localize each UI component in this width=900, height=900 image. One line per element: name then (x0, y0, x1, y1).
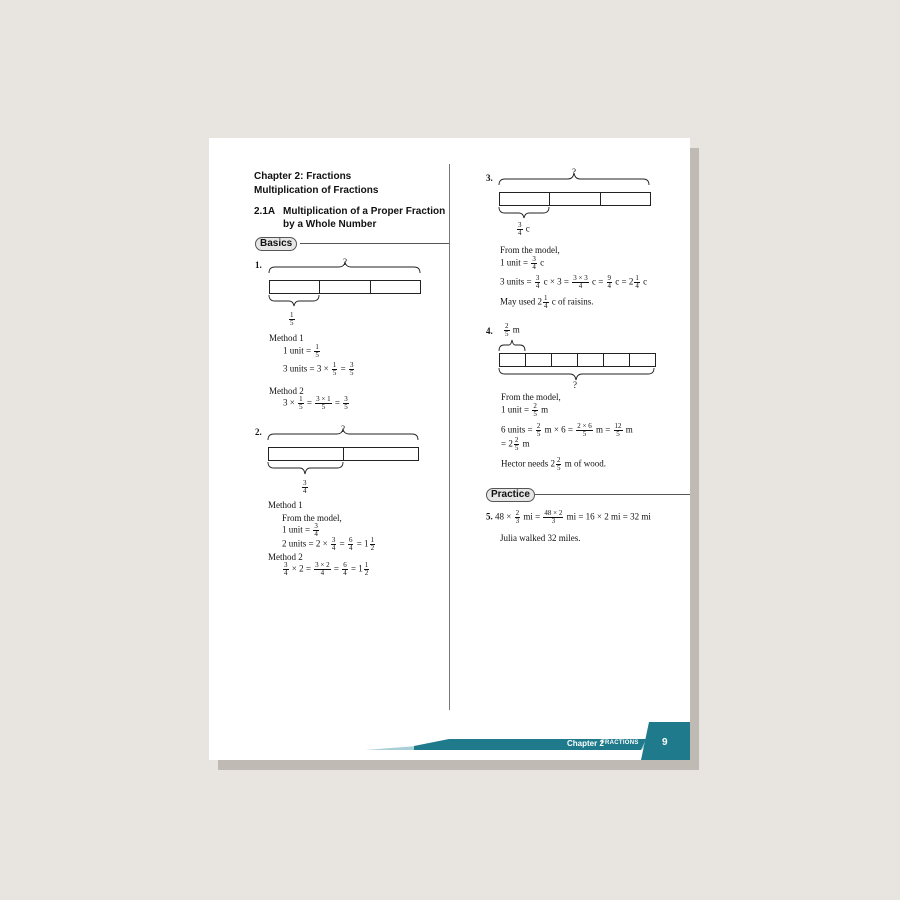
chapter-title: Chapter 2: Fractions (254, 171, 352, 182)
equation-line: = 2 $\frac{2}{5}$ m (501, 436, 530, 452)
problem-number: 2. (255, 427, 262, 437)
section-number: 2.1A (254, 206, 276, 217)
answer-line: Julia walked 32 miles. (500, 533, 581, 543)
method-1-label: Method 1 (268, 500, 303, 510)
unit-fraction: $\frac{2}{5}$ m (505, 322, 520, 338)
page-number: 9 (662, 737, 668, 748)
question-mark: ? (343, 257, 347, 267)
equation-line: 1 unit = $\frac{3}{4}$ (282, 522, 318, 538)
equation-line: 1 unit = $\frac{3}{4}$ c (500, 255, 545, 271)
section-title-line2: by a Whole Number (283, 219, 377, 230)
equation-line: 3 units = $\frac{3}{4}$ c × 3 = $\frac{3 \times 3}{4}$ c = $\frac{9}{4}$ c = 2 $\frac{1}{4}$ c (500, 274, 648, 290)
from-model-text: From the model, (500, 245, 560, 255)
equation-line: $\frac{3}{4}$ × 2 = $\frac{3 \times 2}{4}$ = $\frac{6}{4}$ = 1 $\frac{1}{2}$ (284, 561, 369, 577)
equation-line: 6 units = $\frac{2}{5}$ m × 6 = $\frac{2 \times 6}{5}$ m = $\frac{12}{5}$ m (501, 422, 633, 438)
problem-number: 1. (255, 260, 262, 270)
question-mark: ? (573, 380, 577, 390)
equation-line: 2 units = 2 × $\frac{3}{4}$ = $\frac{6}{4}$ = 1 $\frac{1}{2}$ (282, 536, 375, 552)
method-2-label: Method 2 (268, 552, 303, 562)
method-1-label: Method 1 (269, 333, 304, 343)
problem-number: 5. (486, 511, 493, 522)
answer-line: May used 2 $\frac{1}{4}$ c of raisins. (500, 294, 594, 310)
equation-line: 3 units = 3 × $\frac{1}{5}$ = $\frac{3}{5}$ (283, 361, 354, 377)
answer-line: Hector needs 2 $\frac{2}{5}$ m of wood. (501, 456, 606, 472)
unit-fraction: $\frac{1}{5}$ (290, 310, 294, 327)
equation-line: 3 × $\frac{1}{5}$ = $\frac{3 \times 1}{5}$ = $\frac{3}{5}$ (283, 395, 348, 411)
unit-fraction: $\frac{3}{4}$ (303, 478, 307, 495)
footer-chapter-name: FRACTIONS (601, 740, 639, 746)
problem-number: 3. (486, 173, 493, 183)
from-model-text: From the model, (501, 392, 561, 402)
footer-chapter-label: Chapter 2 (567, 739, 604, 748)
equation-line: 1 unit = $\frac{1}{5}$ (283, 343, 319, 359)
unit-fraction: $\frac{3}{4}$ c (518, 221, 530, 237)
equation-line: 5. 48 × $\frac{2}{3}$ mi = $\frac{48 \times 2}{3}$ mi = 16 × 2 mi = 32 mi (486, 509, 651, 525)
practice-label: Practice (486, 488, 535, 502)
method-2-label: Method 2 (269, 386, 304, 396)
equation-line: 1 unit = $\frac{2}{5}$ m (501, 402, 549, 418)
footer-band (209, 138, 690, 760)
problem-number: 4. (486, 326, 493, 336)
chapter-subtitle: Multiplication of Fractions (254, 185, 379, 196)
question-mark: ? (572, 167, 576, 177)
question-mark: ? (341, 424, 345, 434)
section-title-line1: Multiplication of a Proper Fraction (283, 206, 446, 217)
basics-label: Basics (255, 237, 297, 251)
from-model-text: From the model, (282, 513, 342, 523)
workbook-page (209, 138, 690, 760)
